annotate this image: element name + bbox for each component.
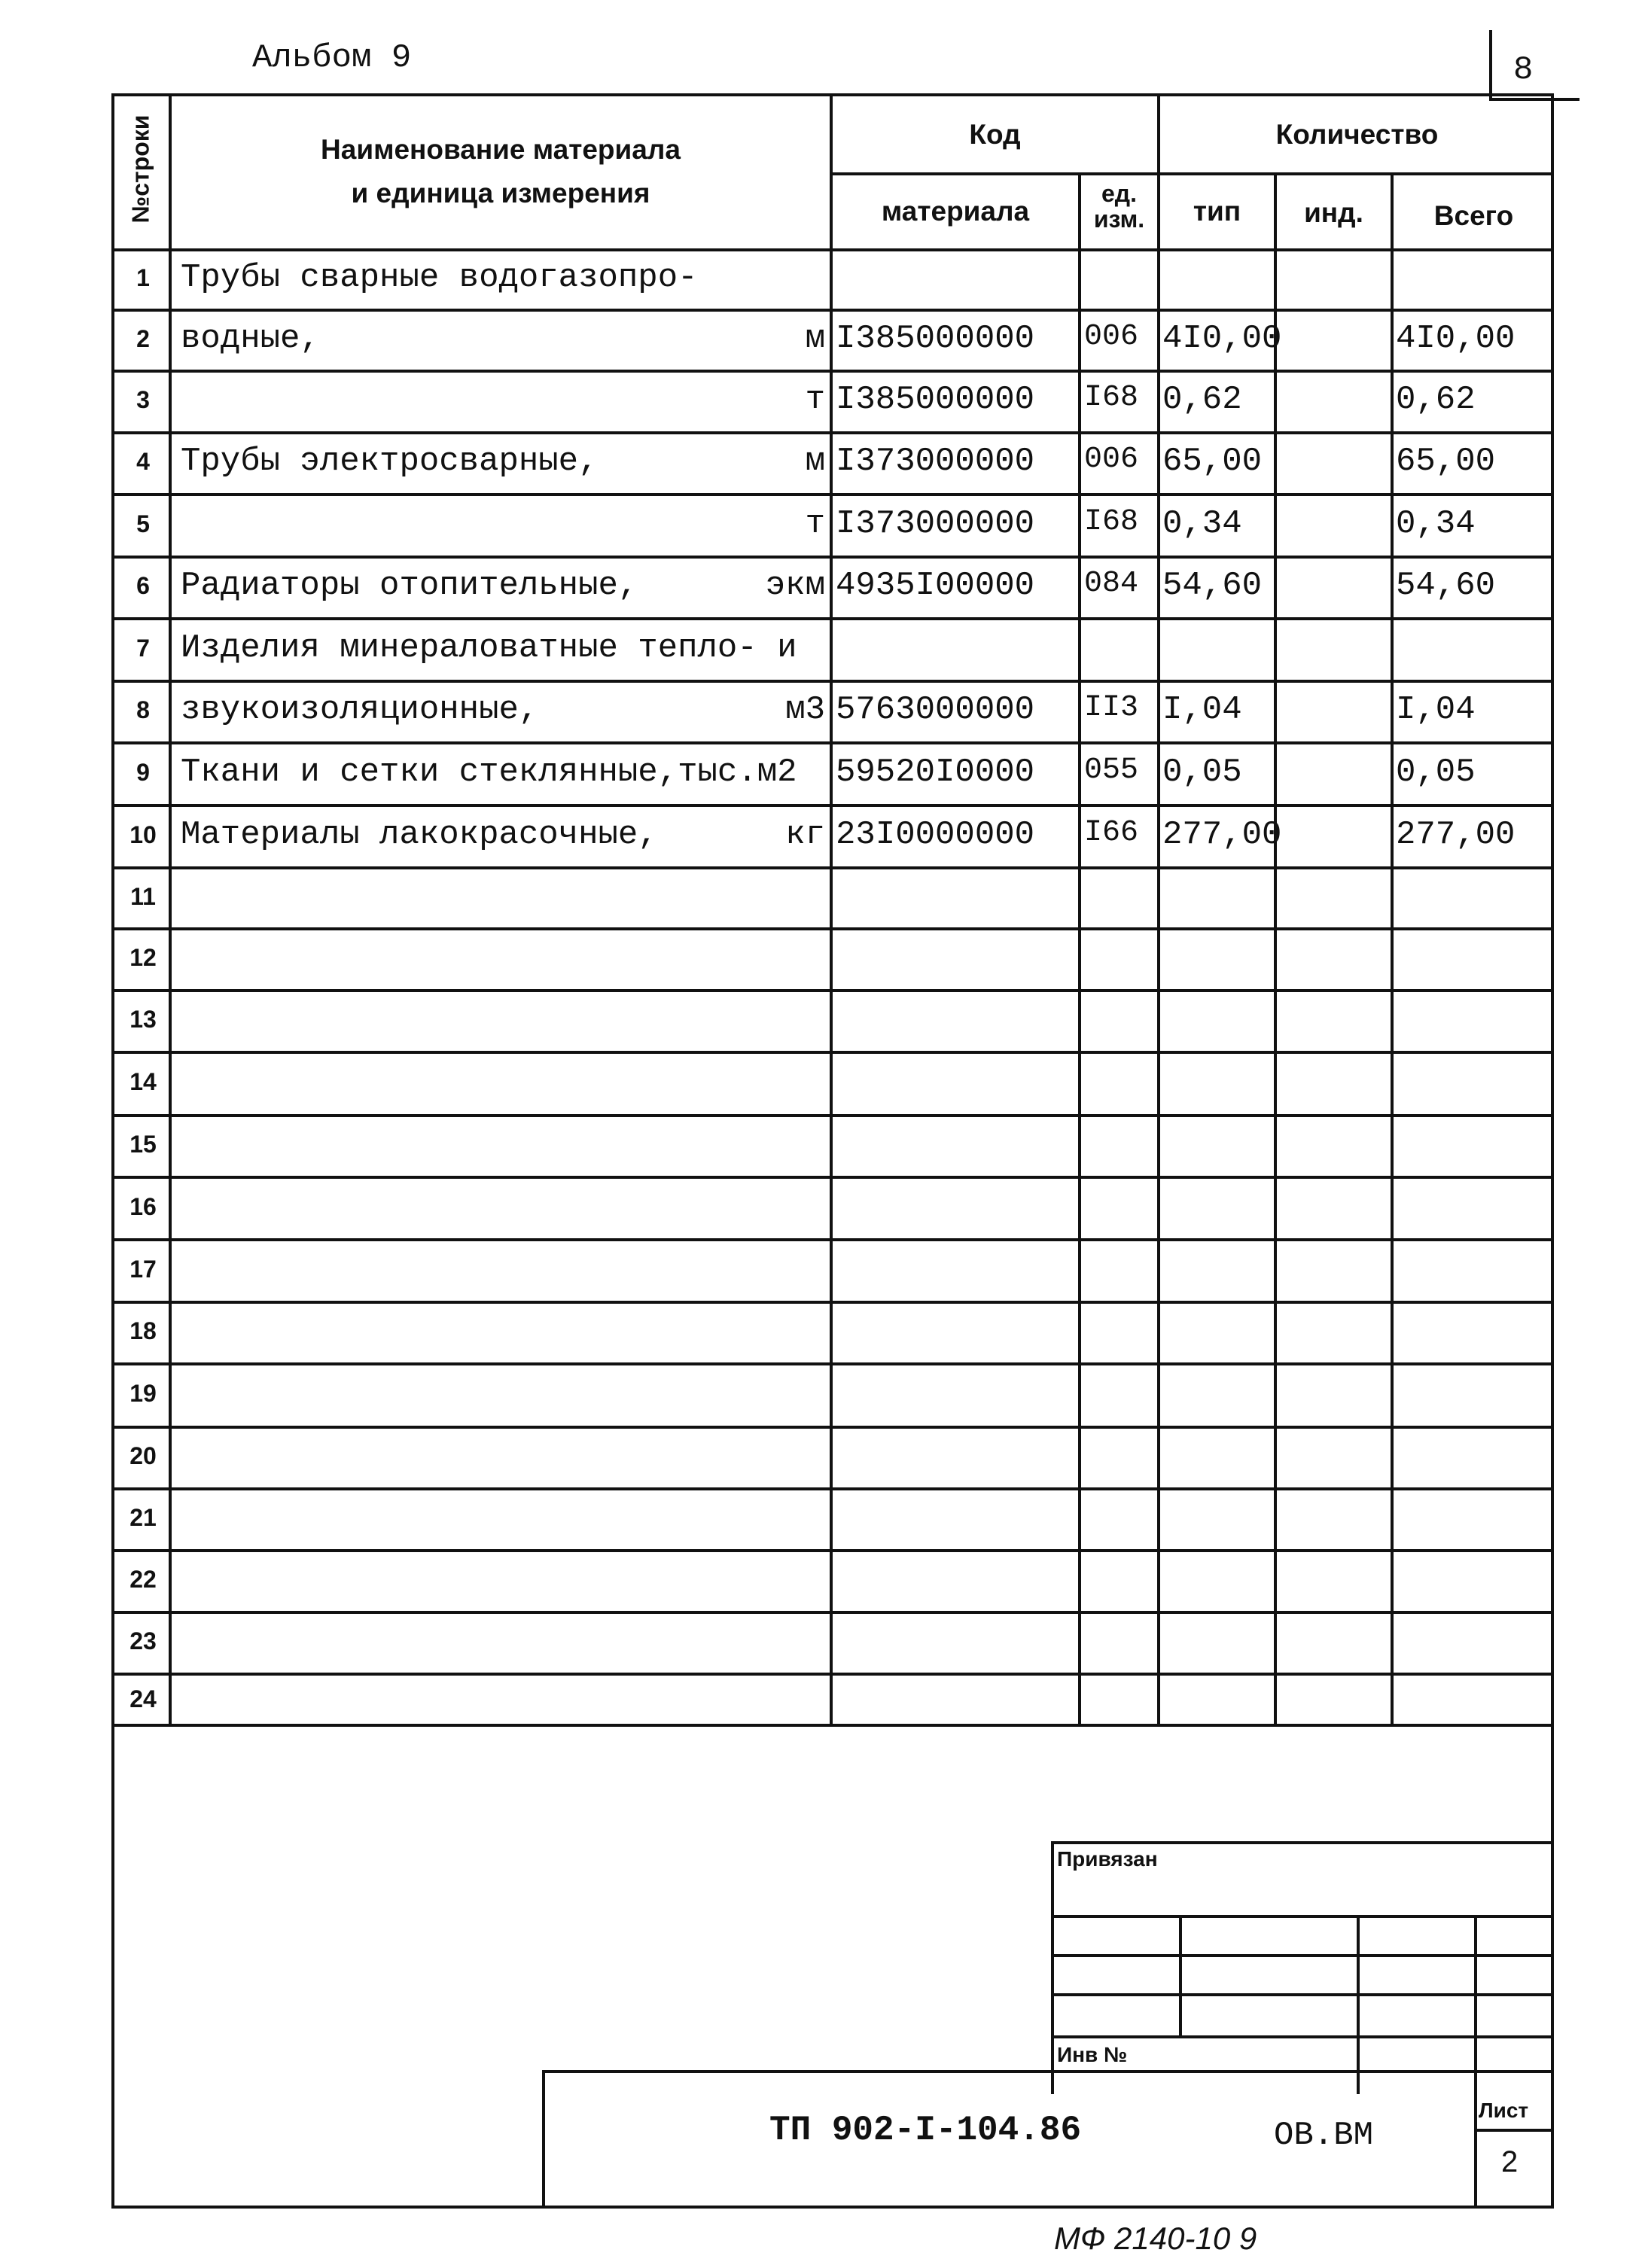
row-number: 8: [136, 696, 150, 723]
format-code: МФ 2140-10 9: [1054, 2221, 1257, 2256]
stamp-vline-1: [1179, 1915, 1182, 2035]
title-block-area: [111, 1727, 1554, 2209]
header-code-unit: [1081, 181, 1157, 232]
header-mid-line: [830, 172, 1554, 175]
stamp-line-4: [1051, 2035, 1554, 2038]
row-name: Радиаторы отопительные,: [181, 567, 638, 604]
row-code: I373000000: [836, 443, 1035, 480]
row-name: Изделия минераловатные тепло- и: [181, 629, 797, 667]
row-line: [114, 680, 1554, 683]
header-code: Код: [969, 119, 1021, 150]
row-line: [114, 1362, 1554, 1365]
stamp-doc-top-line: [542, 2070, 1554, 2073]
row-uc: II3: [1084, 691, 1139, 725]
row-unit: т: [805, 504, 825, 543]
row-name: Ткани и сетки стеклянные,тыс.м2: [181, 753, 797, 791]
row-total: 4I0,00: [1396, 319, 1516, 358]
row-line: [114, 866, 1554, 869]
header-qty-type: тип: [1193, 196, 1241, 227]
row-tip: 277,00: [1162, 815, 1282, 854]
row-number: 17: [129, 1255, 157, 1283]
row-line: [114, 1487, 1554, 1490]
row-line: [114, 1673, 1554, 1676]
row-number: 3: [136, 386, 150, 413]
row-number: 21: [129, 1504, 157, 1531]
row-line: [114, 804, 1554, 807]
row-line: [114, 1549, 1554, 1552]
row-code: 59520I0000: [836, 753, 1035, 791]
header-qty-total: Всего: [1433, 200, 1514, 231]
stamp-sheet-value: 2: [1501, 2145, 1519, 2178]
stamp-vline-3: [1474, 1915, 1477, 2209]
row-unit: кг: [785, 815, 825, 854]
stamp-doc-left-line: [542, 2070, 545, 2209]
row-tip: 0,05: [1162, 753, 1242, 791]
materials-table: [111, 93, 1554, 1727]
col-divider-unit: [1157, 96, 1160, 1727]
row-name: Трубы электросварные,: [181, 443, 599, 480]
header-name-line1: Наименование материала: [321, 134, 681, 165]
header-name-line2: и единица измерения: [351, 178, 650, 209]
row-line: [114, 556, 1554, 559]
row-uc: I68: [1084, 504, 1139, 539]
row-tip: I,04: [1162, 691, 1242, 729]
row-line: [114, 989, 1554, 992]
row-tip: 4I0,00: [1162, 319, 1282, 358]
row-number: 1: [136, 264, 150, 291]
row-uc: 006: [1084, 319, 1139, 354]
row-total: 0,62: [1396, 381, 1476, 419]
row-tip: 54,60: [1162, 567, 1263, 604]
row-number: 15: [129, 1131, 157, 1158]
row-line: [114, 1301, 1554, 1304]
row-unit: т: [805, 381, 825, 419]
col-divider-name: [830, 96, 833, 1727]
row-unit: м3: [785, 691, 825, 729]
row-code: 23I0000000: [836, 815, 1035, 854]
row-line: [114, 1238, 1554, 1241]
row-code: I385000000: [836, 319, 1035, 358]
row-name: Материалы лакокрасочные,: [181, 815, 658, 854]
row-number: 12: [129, 944, 157, 971]
album-label: Альбом 9: [252, 39, 412, 77]
row-tip: 65,00: [1162, 443, 1263, 480]
row-number: 11: [130, 882, 156, 910]
row-number: 24: [129, 1685, 157, 1712]
stamp-top-line: [1051, 1841, 1554, 1844]
row-line: [114, 1114, 1554, 1117]
row-line: [114, 1426, 1554, 1429]
header-code-unit-l2: изм.: [1093, 205, 1145, 233]
stamp-doc-code: ТП 902-I-104.86: [769, 2111, 1082, 2150]
row-number: 2: [136, 324, 150, 352]
row-code: 5763000000: [836, 691, 1035, 729]
corner-mark-vertical: [1489, 30, 1492, 99]
row-number: 9: [136, 758, 150, 786]
row-number: 13: [129, 1006, 157, 1033]
row-number: 4: [136, 448, 150, 475]
header-rownum: №строки: [126, 114, 154, 224]
row-name: звукоизоляционные,: [181, 691, 539, 729]
row-total: 277,00: [1396, 815, 1516, 854]
row-code: I385000000: [836, 381, 1035, 419]
stamp-doc-mark: ОВ.ВМ: [1274, 2117, 1374, 2154]
row-name: водные,: [181, 319, 320, 358]
row-number: 5: [136, 510, 150, 537]
row-uc: 084: [1084, 567, 1139, 601]
header-quantity: Количество: [1275, 119, 1439, 150]
row-line: [114, 927, 1554, 930]
col-divider-type: [1274, 175, 1277, 1727]
row-code: I373000000: [836, 504, 1035, 543]
row-line: [114, 431, 1554, 434]
row-uc: 055: [1084, 753, 1139, 787]
row-tip: 0,34: [1162, 504, 1242, 543]
row-uc: 006: [1084, 443, 1139, 476]
row-line: [114, 1611, 1554, 1614]
row-line: [114, 493, 1554, 496]
row-total: 0,34: [1396, 504, 1476, 543]
stamp-sheet-label: Лист: [1479, 2099, 1529, 2122]
row-unit: м: [805, 443, 825, 480]
row-total: I,04: [1396, 691, 1476, 729]
row-number: 10: [129, 820, 157, 848]
row-line: [114, 1051, 1554, 1054]
stamp-line-3: [1051, 1993, 1554, 1996]
row-number: 18: [129, 1317, 157, 1344]
row-number: 6: [136, 572, 150, 599]
header-bottom-line: [114, 248, 1554, 251]
row-tip: 0,62: [1162, 381, 1242, 419]
row-line: [114, 1176, 1554, 1179]
row-number: 16: [129, 1192, 157, 1220]
stamp-vline-2: [1357, 1915, 1360, 2094]
header-code-unit-l1: ед.: [1101, 180, 1137, 207]
row-total: 54,60: [1396, 567, 1496, 604]
row-number: 23: [129, 1627, 157, 1655]
row-number: 20: [129, 1442, 157, 1469]
row-uc: I68: [1084, 381, 1139, 415]
row-total: 0,05: [1396, 753, 1476, 791]
stamp-line-2: [1051, 1954, 1554, 1957]
row-unit: м: [805, 319, 825, 358]
header-code-material: материала: [881, 196, 1030, 227]
stamp-inv-no: Инв №: [1057, 2043, 1128, 2066]
row-number: 14: [129, 1068, 157, 1095]
row-number: 19: [129, 1380, 157, 1407]
stamp-left-line: [1051, 1841, 1054, 2094]
sheet-number: 8: [1513, 51, 1534, 89]
stamp-sheet-divider: [1474, 2129, 1554, 2132]
row-code: 4935I00000: [836, 567, 1035, 604]
col-divider-code: [1078, 175, 1081, 1727]
row-name: Трубы сварные водогазопро-: [181, 259, 698, 297]
stamp-line-1: [1051, 1915, 1554, 1918]
row-number: 7: [136, 634, 150, 662]
header-qty-ind: инд.: [1304, 197, 1363, 228]
col-divider-ind: [1391, 175, 1394, 1727]
row-line: [114, 309, 1554, 312]
row-line: [114, 617, 1554, 620]
stamp-privyazan: Привязан: [1057, 1847, 1158, 1871]
row-unit: экм: [765, 567, 825, 604]
row-uc: I66: [1084, 815, 1139, 850]
row-number: 22: [129, 1566, 157, 1593]
row-line: [114, 741, 1554, 744]
row-line: [114, 370, 1554, 373]
row-total: 65,00: [1396, 443, 1496, 480]
